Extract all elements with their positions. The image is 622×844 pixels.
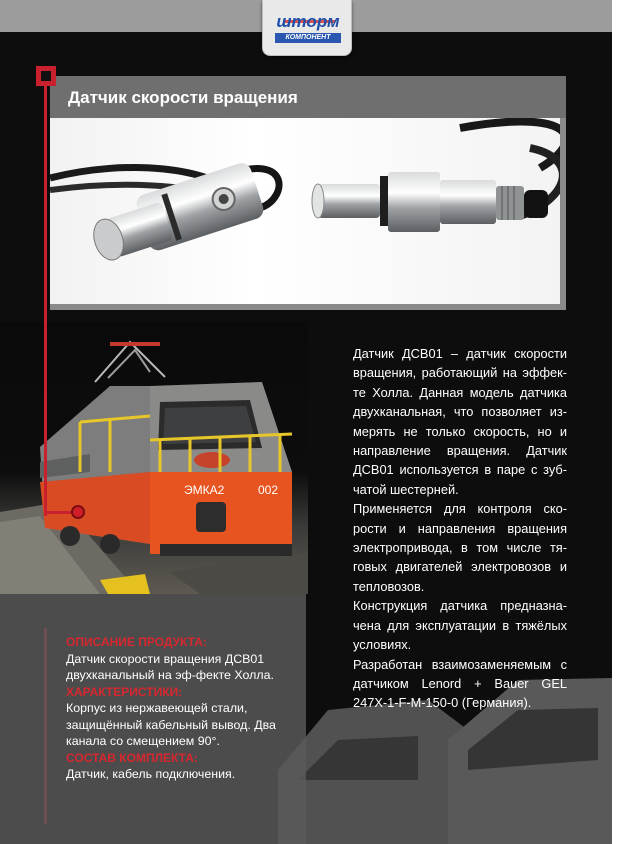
logo [262,0,352,56]
logo-subtitle: КОМПОНЕНТ [275,33,341,43]
product-text: Датчик скорости вращения ДСВ01 двухканальный на эф-фекте Холла. [66,651,274,682]
info-block [66,634,276,783]
locomotive-number-label: 002 [258,483,279,497]
accent-line-horizontal [44,511,74,514]
kit-text: Датчик, кабель подключения. [66,767,236,781]
locomotive-model-label: ЭМКА2 [184,483,225,497]
title-marker [36,66,56,86]
description-paragraph: Применяется для контроля ско-рости и направления вращения электропривода, в том числе тя-говых двигателей электровозов и тепловозов. [353,501,567,594]
description-paragraph: Датчик ДСВ01 – датчик скорости вращения, работающий на эффек-те Холла. Данная модель датчика двухканальная, что позволяет из-мерять не только скорость, но и направление вращения. Датчик ДСВ01 используется в паре с зуб-чатой шестерней. [353,346,567,497]
product-photo [50,118,566,310]
description-paragraph: Разработан взаимозаменяемым с датчиком Lenord + Bauer GEL 247X-1-F-M-150-0 (Германия). [353,656,567,711]
title-band [50,76,566,118]
product-heading: ОПИСАНИЕ ПРОДУКТА: [66,635,207,649]
accent-dot [71,505,85,519]
logo-name: шторм [276,12,340,31]
description-paragraph: Конструкция датчика предназна-чена для эксплуатации в тяжёлых условиях. [353,598,567,653]
kit-heading: СОСТАВ КОМПЛЕКТА: [66,750,198,765]
specs-heading: ХАРАКТЕРИСТИКИ: [66,684,183,699]
accent-line-vertical [44,78,47,516]
page-title: Датчик скорости вращения [68,88,298,107]
product-description [353,344,567,713]
specs-text: Корпус из нержавеющей стали, защищённый кабельный вывод. Два канала со смещением 90°. [66,701,276,748]
sensor-illustration [50,118,566,310]
